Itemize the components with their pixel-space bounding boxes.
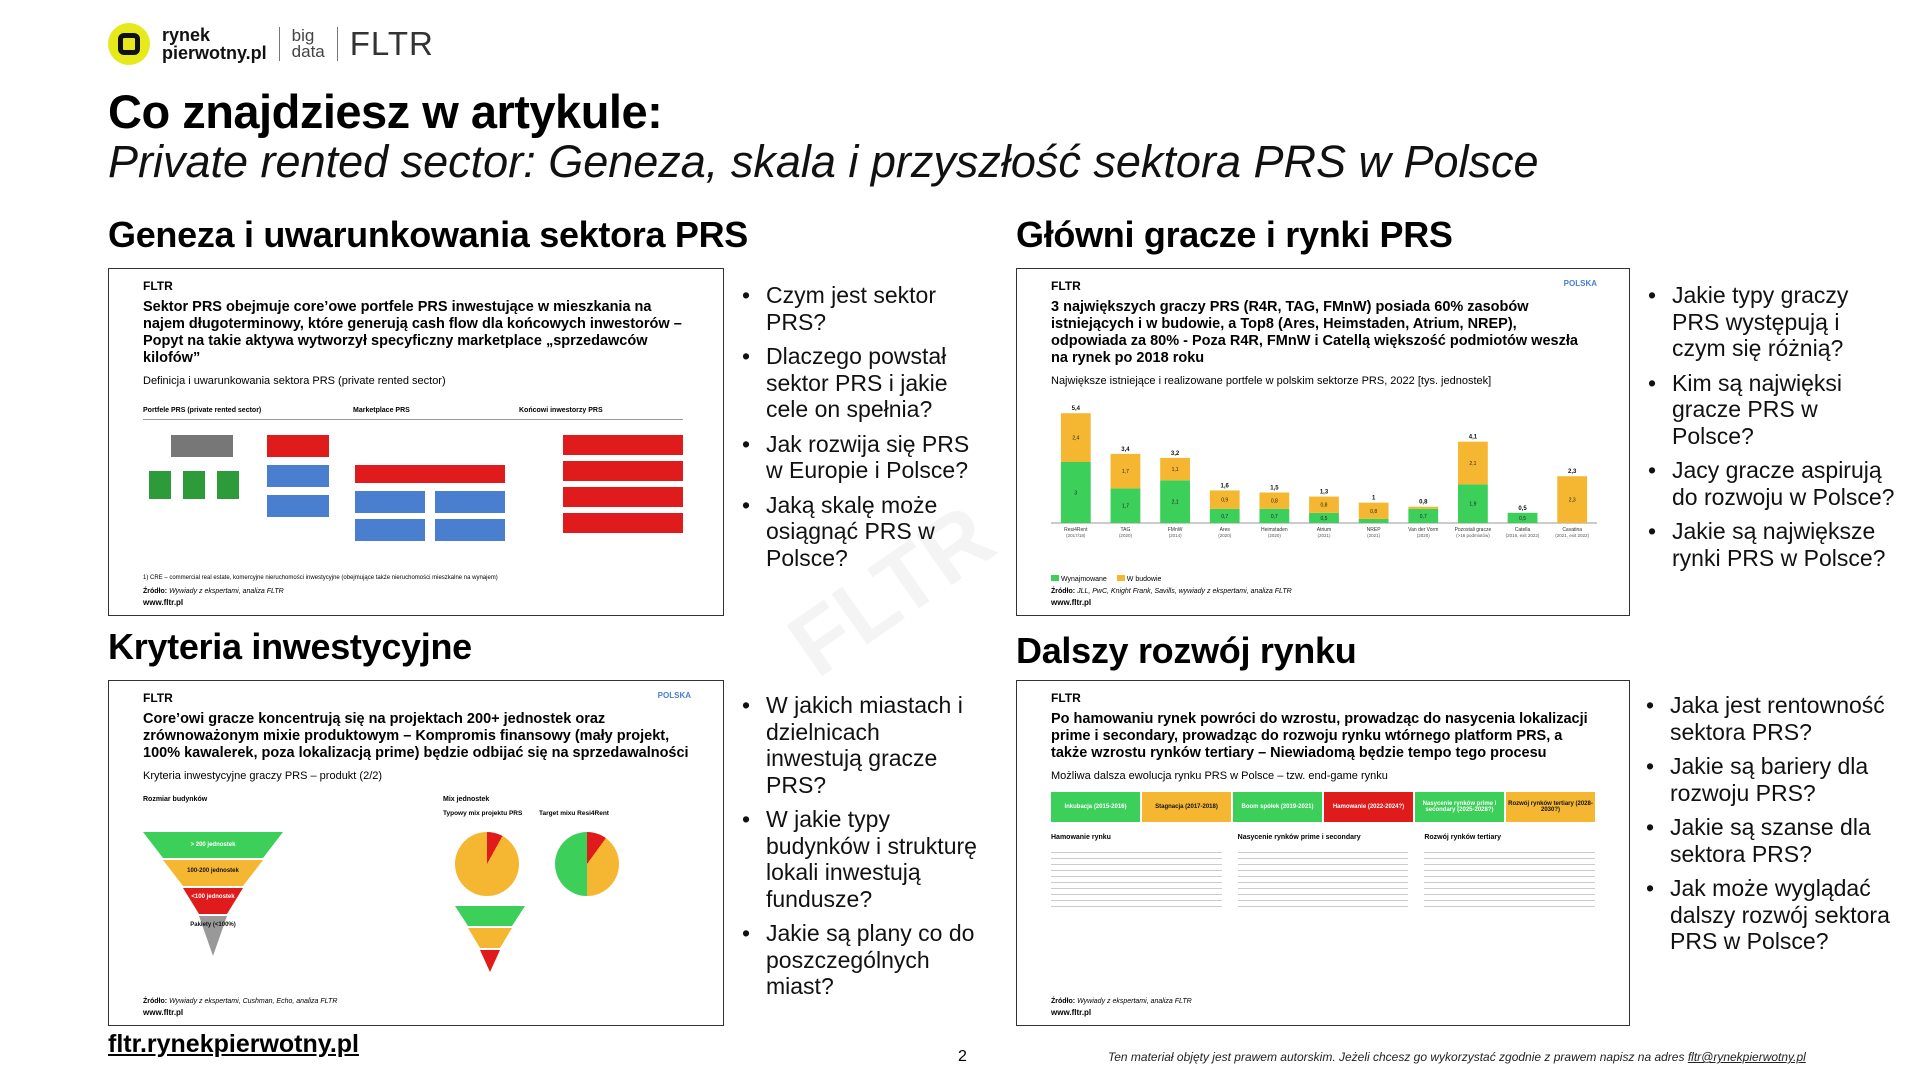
contact-email-link[interactable]: fltr@rynekpierwotny.pl	[1687, 1050, 1806, 1064]
data-label-total: 3,2	[1170, 450, 1180, 457]
slide-title: Core’owi gracze koncentrują się na projektach 200+ jednostek oraz zrównoważonym mixie produktowym – Kompromis finansowy (mały projekt, 100% kawalerek, poza lokalizacją prime) będzie odbijać się na sprzedawalności	[143, 711, 689, 761]
bigdata-logo	[292, 28, 325, 60]
x-tick-label: Atrium	[1316, 527, 1332, 533]
listed-companies-box	[563, 487, 683, 507]
data-label-building: 2,3	[1568, 497, 1576, 504]
market-phases-timeline	[1051, 792, 1595, 822]
x-tick-label: Heimstaden	[1261, 527, 1288, 533]
list-item: • Jakie typy graczy PRS występują i czym się różnią?	[1648, 282, 1898, 362]
slide-url: www.fltr.pl	[1051, 598, 1092, 607]
column-saturation: Nasycenie rynków prime i secondary	[1238, 834, 1409, 907]
section-heading-players: Główni gracze i rynki PRS	[1016, 214, 1453, 255]
data-label-existing: 0,5	[1519, 515, 1527, 522]
x-tick-label-sub: (2020)	[1218, 533, 1232, 538]
pie-title-typical-mix: Typowy mix projektu PRS	[443, 810, 523, 817]
data-label-existing: 3	[1074, 490, 1078, 497]
bullet-list-future	[1646, 692, 1900, 963]
x-tick-label-sub: (>16 podmiotów)	[1456, 533, 1490, 538]
list-item: • W jakich miastach i dzielnicach inwestują gracze PRS?	[742, 692, 982, 798]
data-label-building: 0,8	[1320, 502, 1328, 509]
x-tick-label-sub: (2021, exit 2022)	[1555, 533, 1590, 538]
brand-divider	[337, 27, 338, 61]
bullet-list-criteria	[742, 692, 982, 1008]
brand-name-line1: rynek	[162, 25, 211, 45]
x-tick-label-sub: (2021)	[1317, 533, 1331, 538]
brand-name-line2: pierwotny.pl	[162, 43, 267, 63]
list-item: • Czym jest sektor PRS?	[742, 282, 982, 335]
bullet-list-genesis	[742, 282, 982, 579]
phase-boom: Boom spółek (2019-2021)	[1233, 792, 1322, 822]
list-item: • Jakie są bariery dla rozwoju PRS?	[1646, 753, 1900, 806]
pie-chart-typical-mix	[455, 832, 519, 896]
building-icon	[149, 471, 171, 499]
unit-mix-funnel	[455, 906, 525, 976]
data-label-building: 2,4	[1072, 435, 1080, 442]
x-tick-label: Cavatina	[1562, 527, 1583, 533]
slide-source: Źródło: Wywiady z ekspertami, Cushman, Echo, analiza FLTR	[143, 998, 338, 1005]
data-label-total: 3,4	[1121, 446, 1130, 453]
data-label-building: 0,8	[1270, 498, 1278, 505]
list-item: • Kim są najwięksi gracze PRS w Polsce?	[1648, 370, 1898, 450]
funnel-level-packages: Pakiety (<100%)	[190, 922, 236, 928]
slide-thumbnail-criteria[interactable]	[108, 680, 724, 1026]
bigdata-line1: big	[291, 26, 315, 45]
slide-thumbnail-genesis[interactable]	[108, 268, 724, 616]
x-tick-label-sub: (2014)	[1168, 533, 1182, 538]
legend-item-existing: Wynajmowane	[1051, 575, 1107, 583]
data-label-total: 1,6	[1220, 483, 1229, 490]
x-tick-label: NREP	[1366, 527, 1381, 533]
data-label-total: 1,3	[1319, 489, 1329, 496]
sourcing-box	[355, 465, 505, 483]
data-label-building: 1,1	[1171, 467, 1179, 474]
pie-title-resi4rent-mix: Target mixu Resi4Rent	[539, 810, 609, 817]
list-item: • W jakie typy budynków i strukturę lokali inwestują fundusze?	[742, 806, 982, 912]
bigdata-line2: data	[291, 42, 325, 61]
data-label-existing: 0,7	[1270, 513, 1278, 520]
slide-source: Źródło: Wywiady z ekspertami, analiza FLTR	[143, 588, 284, 595]
slide-brand: FLTR	[1051, 691, 1081, 705]
slide-brand: FLTR	[143, 279, 173, 293]
developers-box	[355, 491, 425, 513]
phase-tertiary-growth: Rozwój rynków tertiary (2028-2030?)	[1506, 792, 1595, 822]
x-tick-label-sub: (2020)	[1416, 533, 1430, 538]
brand-name	[162, 26, 267, 62]
data-label-total: 0,8	[1419, 499, 1428, 506]
data-label-existing: 0,7	[1419, 513, 1427, 520]
asset-management-box	[435, 491, 505, 513]
slide-thumbnail-players[interactable]	[1016, 268, 1630, 616]
brand-header	[108, 20, 434, 68]
residential-developers-box	[355, 519, 425, 541]
slide-subtitle: Największe istniejące i realizowane portfele w polskim sektorze PRS, 2022 [tys. jednostek]	[1051, 375, 1492, 387]
phase-incubation: Inkubacja (2015-2016)	[1051, 792, 1140, 822]
copyright-notice: Ten materiał objęty jest prawem autorskim. Jeżeli chcesz go wykorzystać zgodnie z prawem napisz na adres fltr@rynekpierwotny.pl	[1108, 1050, 1806, 1064]
x-tick-label-sub: (2016, exit 2022)	[1505, 533, 1540, 538]
x-tick-label-sub: (2020)	[1267, 533, 1281, 538]
data-label-building: 0,8	[1370, 508, 1378, 515]
slide-brand: FLTR	[1051, 279, 1081, 293]
column-tertiary: Rozwój rynków tertiary	[1424, 834, 1595, 907]
data-label-building: 1,7	[1121, 469, 1129, 476]
financial-institutions-box	[563, 461, 683, 481]
list-item: • Jakie są największe rynki PRS w Polsce?	[1648, 518, 1898, 571]
x-tick-label: FMnW	[1167, 527, 1183, 533]
diagram-col-marketplace: Marketplace PRS	[353, 407, 410, 414]
x-tick-label-sub: (2017/18)	[1066, 533, 1086, 538]
data-label-total: 1	[1371, 495, 1376, 502]
building-icon	[217, 471, 239, 499]
page-title: Co znajdziesz w artykule:	[108, 85, 663, 138]
footer-website-link[interactable]: fltr.rynekpierwotny.pl	[108, 1030, 359, 1058]
slide-thumbnail-future[interactable]	[1016, 680, 1630, 1026]
x-tick-label-sub: (2021)	[1367, 533, 1381, 538]
column-slowdown: Hamowanie rynku	[1051, 834, 1222, 907]
legend-item-building: W budowie	[1117, 575, 1162, 583]
building-icon	[183, 471, 205, 499]
data-label-building: 0,9	[1221, 497, 1229, 504]
x-tick-label-sub: (2020)	[1118, 533, 1132, 538]
bar-existing	[1359, 519, 1389, 523]
phase-slowdown: Hamowanie (2022-2024?)	[1324, 792, 1413, 822]
data-label-existing: 0,5	[1320, 515, 1328, 522]
slide-url: www.fltr.pl	[143, 1008, 184, 1017]
chart-legend	[1051, 575, 1161, 583]
data-label-building: 2,1	[1469, 461, 1477, 468]
bullet-list-players	[1648, 282, 1898, 579]
slide-url: www.fltr.pl	[1051, 1008, 1092, 1017]
funds-box	[563, 435, 683, 455]
page-subtitle: Private rented sector: Geneza, skala i przyszłość sektora PRS w Polsce	[108, 136, 1539, 187]
list-item: • Jaką skalę może osiągnąć PRS w Polsce?	[742, 492, 982, 572]
funnel-level-100-200: 100-200 jednostek	[187, 868, 239, 874]
pie-chart-resi4rent-mix	[555, 832, 619, 896]
investment-criteria-diagram	[143, 792, 689, 982]
data-label-existing: 0,7	[1221, 513, 1229, 520]
list-item: • Jacy gracze aspirują do rozwoju w Polsce?	[1648, 457, 1898, 510]
slide-brand: FLTR	[143, 691, 173, 705]
phase-saturation: Nasycenie rynków prime i secondary (2025-2028?)	[1415, 792, 1504, 822]
slide-footnote: 1) CRE – commercial real estate, komercyjne nieruchomości inwestycyjne (obejmujące także nieruchomości mieszkalne na wynajem)	[143, 575, 498, 581]
data-label-existing: 1,9	[1469, 501, 1477, 508]
slide-subtitle: Kryteria inwestycyjne graczy PRS – produkt (2/2)	[143, 770, 383, 782]
page-number: 2	[958, 1048, 967, 1065]
slide-country-tag: POLSKA	[657, 691, 691, 700]
prs-portfolios-bar-chart	[1051, 393, 1597, 563]
x-tick-label: TAG	[1120, 527, 1131, 533]
x-tick-label: Ares	[1219, 527, 1230, 533]
data-label-existing: 1,7	[1121, 503, 1129, 510]
prs-marketplace-diagram	[143, 401, 689, 571]
diagram-col-portfolios: Portfele PRS (private rented sector)	[143, 407, 262, 414]
data-label-existing: 2,1	[1171, 499, 1179, 506]
diagram-col-investors: Końcowi inwestorzy PRS	[519, 407, 603, 414]
x-tick-label: Pozostali gracze	[1454, 527, 1492, 533]
slide-title: Sektor PRS obejmuje core’owe portfele PRS inwestujące w mieszkania na najem długoterminowy, które generują cash flow dla końcowych inwestorów – Popyt na takie aktywa wytworzył specyficzny marketplace „sprzedawców kilofów”	[143, 299, 682, 366]
x-tick-label: Catella	[1514, 527, 1531, 533]
funnel-level-under-100: <100 jednostek	[191, 894, 235, 900]
data-label-total: 0,5	[1518, 505, 1527, 512]
list-item: • Jakie są szanse dla sektora PRS?	[1646, 814, 1900, 867]
section-heading-genesis: Geneza i uwarunkowania sektora PRS	[108, 214, 749, 255]
transaction-box	[267, 465, 329, 487]
slide-source: Źródło: JLL, PwC, Knight Frank, Savills, wywiady z ekspertami, analiza FLTR	[1051, 588, 1292, 595]
slide-title: 3 największych graczy PRS (R4R, TAG, FMnW) posiada 60% zasobów istniejących i w budowie, a Top8 (Ares, Heimstaden, Atrium, NREP), odpowiada za 80% - Poza R4R, FMnW i Catellą większość podmiotów weszła na rynek po 2018 roku	[1051, 299, 1578, 366]
data-label-total: 1,5	[1270, 485, 1279, 492]
list-item: • Dlaczego powstał sektor PRS i jakie cele on spełnia?	[742, 343, 982, 423]
list-item: • Jaka jest rentowność sektora PRS?	[1646, 692, 1900, 745]
list-item: • Jak rozwija się PRS w Europie i Polsce?	[742, 431, 982, 484]
bar-building	[1408, 507, 1438, 509]
future-columns	[1051, 834, 1595, 907]
data-label-total: 2,3	[1568, 469, 1577, 476]
diagram-col-building-size: Rozmiar budynków	[143, 796, 208, 803]
slide-subtitle: Możliwa dalsza ewolucja rynku PRS w Polsce – tzw. end-game rynku	[1051, 770, 1388, 782]
slide-source: Źródło: Wywiady z ekspertami, analiza FLTR	[1051, 998, 1192, 1005]
slide-url: www.fltr.pl	[143, 598, 184, 607]
data-label-total: 4,1	[1468, 434, 1478, 441]
x-tick-label: Resi4Rent	[1064, 527, 1088, 533]
core-portfolio-box	[171, 435, 233, 457]
diagram-col-unit-mix: Mix jednostek	[443, 796, 490, 803]
list-item: • Jakie są plany co do poszczególnych miast?	[742, 920, 982, 1000]
fltr-logo: FLTR	[349, 25, 434, 62]
list-item: • Jak może wyglądać dalszy rozwój sektora PRS w Polsce?	[1646, 875, 1900, 955]
rynekpierwotny-logo-icon	[108, 23, 150, 65]
services-box	[267, 495, 329, 517]
brand-divider	[279, 27, 280, 61]
slide-subtitle: Definicja i uwarunkowania sektora PRS (private rented sector)	[143, 375, 446, 387]
phase-stagnation: Stagnacja (2017-2018)	[1142, 792, 1231, 822]
slide-title: Po hamowaniu rynek powróci do wzrostu, prowadząc do nasycenia lokalizacji prime i secondary, prowadząc do rozwoju rynku wtórnego platform PRS, a także wzrostu rynków tertiary – Niewiadomą będzie tempo tego procesu	[1051, 711, 1588, 761]
cash-flow-box	[267, 435, 329, 457]
section-heading-future: Dalszy rozwój rynku	[1016, 630, 1357, 671]
section-heading-criteria: Kryteria inwestycyjne	[108, 626, 472, 667]
funnel-level-200-plus: > 200 jednostek	[190, 842, 236, 848]
slide-country-tag: POLSKA	[1563, 279, 1597, 288]
data-label-total: 5,4	[1071, 406, 1080, 413]
family-office-box	[563, 513, 683, 533]
x-tick-label: Van der Vorm	[1408, 527, 1439, 533]
asset-services-box	[435, 519, 505, 541]
